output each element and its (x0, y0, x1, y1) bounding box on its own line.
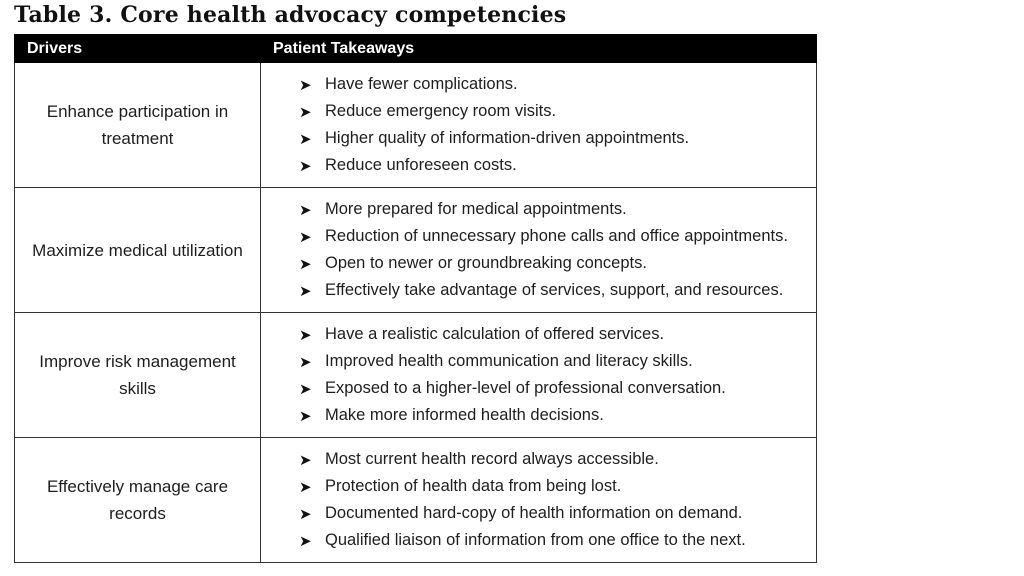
table-row (15, 313, 817, 438)
takeaways-cell (261, 438, 817, 563)
arrow-bullet-icon: ➤ (299, 531, 312, 550)
takeaway-text: Protection of health data from being lost. (325, 477, 622, 495)
takeaways-cell (261, 63, 817, 188)
table-title: Table 3. Core health advocacy competencies (14, 2, 567, 28)
list-item (299, 375, 816, 402)
list-item (299, 196, 816, 223)
list-item (299, 71, 816, 98)
arrow-bullet-icon: ➤ (299, 129, 312, 148)
takeaway-text: Have fewer complications. (325, 75, 518, 93)
arrow-bullet-icon: ➤ (299, 200, 312, 219)
arrow-bullet-icon: ➤ (299, 406, 312, 425)
list-item (299, 125, 816, 152)
takeaway-text: Improved health communication and literacy skills. (325, 352, 693, 370)
driver-cell: Effectively manage care records (15, 438, 261, 563)
takeaways-cell (261, 313, 817, 438)
takeaway-text: Make more informed health decisions. (325, 406, 604, 424)
list-item (299, 223, 816, 250)
driver-cell: Improve risk management skills (15, 313, 261, 438)
takeaway-text: Exposed to a higher-level of professional conversation. (325, 379, 726, 397)
arrow-bullet-icon: ➤ (299, 254, 312, 273)
arrow-bullet-icon: ➤ (299, 281, 312, 300)
list-item (299, 98, 816, 125)
takeaway-text: Reduce unforeseen costs. (325, 156, 517, 174)
list-item (299, 473, 816, 500)
arrow-bullet-icon: ➤ (299, 102, 312, 121)
table-row (15, 438, 817, 563)
takeaway-text: Effectively take advantage of services, support, and resources. (325, 281, 784, 299)
takeaway-text: Reduce emergency room visits. (325, 102, 557, 120)
header-drivers: Drivers (15, 35, 261, 63)
list-item (299, 321, 816, 348)
arrow-bullet-icon: ➤ (299, 450, 312, 469)
table-row (15, 63, 817, 188)
takeaway-text: Open to newer or groundbreaking concepts. (325, 254, 647, 272)
takeaway-text: Reduction of unnecessary phone calls and office appointments. (325, 227, 788, 245)
takeaways-cell (261, 188, 817, 313)
header-patient-takeaways: Patient Takeaways (261, 35, 817, 63)
takeaways-list (299, 196, 816, 304)
arrow-bullet-icon: ➤ (299, 504, 312, 523)
takeaway-text: Documented hard-copy of health information on demand. (325, 504, 743, 522)
driver-cell: Maximize medical utilization (15, 188, 261, 313)
arrow-bullet-icon: ➤ (299, 325, 312, 344)
arrow-bullet-icon: ➤ (299, 75, 312, 94)
takeaway-text: Qualified liaison of information from one office to the next. (325, 531, 746, 549)
takeaways-list (299, 446, 816, 554)
table-header-row (15, 35, 817, 63)
takeaway-text: Have a realistic calculation of offered services. (325, 325, 665, 343)
list-item (299, 446, 816, 473)
arrow-bullet-icon: ➤ (299, 352, 312, 371)
list-item (299, 348, 816, 375)
table-row (15, 188, 817, 313)
arrow-bullet-icon: ➤ (299, 227, 312, 246)
driver-cell: Enhance participation in treatment (15, 63, 261, 188)
competencies-table (14, 34, 817, 563)
list-item (299, 500, 816, 527)
takeaways-list (299, 71, 816, 179)
list-item (299, 527, 816, 554)
arrow-bullet-icon: ➤ (299, 156, 312, 175)
takeaway-text: Higher quality of information-driven appointments. (325, 129, 690, 147)
takeaways-list (299, 321, 816, 429)
list-item (299, 152, 816, 179)
takeaway-text: Most current health record always accessible. (325, 450, 659, 468)
list-item (299, 277, 816, 304)
list-item (299, 250, 816, 277)
arrow-bullet-icon: ➤ (299, 379, 312, 398)
takeaway-text: More prepared for medical appointments. (325, 200, 627, 218)
list-item (299, 402, 816, 429)
arrow-bullet-icon: ➤ (299, 477, 312, 496)
